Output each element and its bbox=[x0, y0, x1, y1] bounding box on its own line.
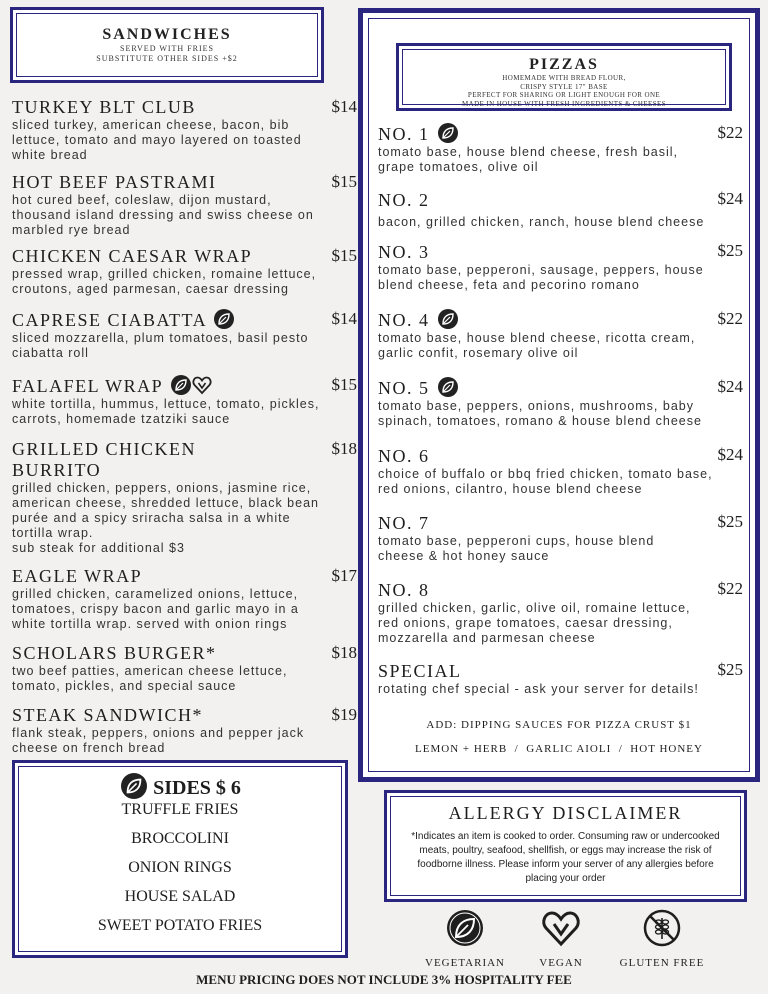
pizza-name: NO. 1 bbox=[378, 124, 430, 144]
pizza-desc: tomato base, peppers, onions, mushrooms, baby spinach, tomatoes, romano & house blend cheese bbox=[378, 399, 702, 428]
sides-box bbox=[12, 760, 348, 958]
pizza-name: NO. 8 bbox=[378, 580, 430, 600]
sandwich-item-grilled-chicken-burrito bbox=[12, 439, 357, 556]
sandwich-price: $14 bbox=[331, 97, 357, 116]
hospitality-fee-note: MENU PRICING DOES NOT INCLUDE 3% HOSPITALITY FEE bbox=[196, 972, 572, 987]
pizza-price: $22 bbox=[717, 123, 743, 142]
pizza-price: $25 bbox=[717, 660, 743, 679]
sandwich-name: GRILLED CHICKEN BURRITO bbox=[12, 439, 196, 480]
wheat-crossed-icon bbox=[642, 908, 682, 948]
sandwich-desc: flank steak, peppers, onions and pepper jack cheese on french bread bbox=[12, 726, 305, 755]
pizza-item-no-6 bbox=[378, 445, 743, 497]
pizza-name: NO. 5 bbox=[378, 378, 430, 398]
allergy-text: *Indicates an item is cooked to order. Consuming raw or undercooked meats, poultry, seafood, shellfish, or eggs may increase the risk of foodborne illness. Please inform your server of any allergies before placing your order bbox=[411, 831, 720, 884]
sandwich-name: SCHOLARS BURGER* bbox=[12, 643, 217, 663]
sandwich-price: $15 bbox=[331, 246, 357, 265]
pizza-item-special bbox=[378, 660, 743, 697]
sandwich-price: $15 bbox=[331, 172, 357, 191]
sandwiches-title: SANDWICHES bbox=[102, 26, 232, 43]
leaf-icon bbox=[445, 908, 485, 948]
pizza-price: $25 bbox=[717, 241, 743, 260]
pizzas-subtitle-3: PERFECT FOR SHARING OR LIGHT ENOUGH FOR ONE bbox=[467, 91, 661, 99]
pizza-item-no-1 bbox=[378, 123, 743, 175]
sandwich-desc: sliced mozzarella, plum tomatoes, basil pesto ciabatta roll bbox=[12, 331, 309, 360]
heart-v-icon bbox=[192, 375, 212, 395]
sandwich-name: HOT BEEF PASTRAMI bbox=[12, 172, 217, 192]
leaf-icon bbox=[438, 377, 458, 397]
pizza-desc: rotating chef special - ask your server for details! bbox=[378, 682, 699, 696]
pizza-item-no-7 bbox=[378, 512, 743, 564]
legend-label: VEGAN bbox=[539, 957, 583, 969]
side-item: SWEET POTATO FRIES bbox=[97, 917, 263, 934]
sandwich-desc: pressed wrap, grilled chicken, romaine lettuce, croutons, aged parmesan, caesar dressing bbox=[12, 267, 317, 296]
pizza-price: $24 bbox=[717, 189, 743, 208]
pizza-panel bbox=[358, 8, 760, 782]
sandwich-item-falafel-wrap bbox=[12, 375, 357, 427]
sandwich-name: FALAFEL WRAP bbox=[12, 376, 163, 396]
legend-vegetarian bbox=[410, 908, 520, 969]
sandwich-item-caprese-ciabatta bbox=[12, 309, 357, 361]
side-item: ONION RINGS bbox=[128, 859, 232, 876]
pizzas-title: PIZZAS bbox=[529, 56, 599, 73]
pizza-item-no-8 bbox=[378, 579, 743, 646]
pizza-price: $22 bbox=[717, 579, 743, 598]
pizza-name-row bbox=[378, 123, 743, 145]
legend-label: GLUTEN FREE bbox=[619, 957, 705, 969]
legend-gluten-free bbox=[607, 908, 717, 969]
sandwich-desc: grilled chicken, caramelized onions, lettuce, tomatoes, crispy bacon and garlic mayo in a white tortilla wrap. served with onion rings bbox=[12, 587, 299, 631]
sandwich-price: $18 bbox=[331, 643, 357, 662]
sandwich-name: TURKEY BLT CLUB bbox=[12, 97, 196, 117]
sandwich-item-scholars-burger bbox=[12, 643, 357, 694]
sandwich-desc: sliced turkey, american cheese, bacon, bib lettuce, tomato and mayo layered on toasted white bread bbox=[12, 118, 302, 162]
pizza-name: NO. 6 bbox=[378, 446, 430, 466]
sandwich-name: STEAK SANDWICH* bbox=[12, 705, 203, 725]
sandwich-price: $14 bbox=[331, 309, 357, 328]
pizza-name-row bbox=[378, 309, 743, 331]
side-item: HOUSE SALAD bbox=[124, 888, 236, 905]
pizzas-header bbox=[396, 43, 732, 111]
pizza-desc: tomato base, pepperoni cups, house blend cheese & hot honey sauce bbox=[378, 534, 655, 563]
pizza-desc: grilled chicken, garlic, olive oil, romaine lettuce, red onions, grape tomatoes, caesar dressing, mozzarella and parmesan cheese bbox=[378, 601, 691, 645]
sides-title-row bbox=[15, 773, 345, 800]
heart-v-icon bbox=[541, 908, 581, 948]
pizza-item-no-4 bbox=[378, 309, 743, 361]
sandwich-name-row bbox=[12, 375, 357, 397]
pizza-name: NO. 4 bbox=[378, 310, 430, 330]
sandwich-price: $19 bbox=[331, 705, 357, 724]
pizza-name: NO. 2 bbox=[378, 190, 430, 210]
allergy-title: ALLERGY DISCLAIMER bbox=[448, 803, 683, 823]
sandwich-price: $15 bbox=[331, 375, 357, 394]
pizza-price: $22 bbox=[717, 309, 743, 328]
pizza-desc: bacon, grilled chicken, ranch, house blend cheese bbox=[378, 215, 705, 229]
leaf-icon bbox=[438, 309, 458, 329]
pizza-price: $25 bbox=[717, 512, 743, 531]
pizza-desc: tomato base, pepperoni, sausage, peppers, house blend cheese, feta and pecorino romano bbox=[378, 263, 704, 292]
pizza-price: $24 bbox=[717, 377, 743, 396]
sandwich-desc: two beef patties, american cheese lettuce, tomato, pickles, and special sauce bbox=[12, 664, 288, 693]
sandwich-item-chicken-caesar-wrap bbox=[12, 246, 357, 297]
pizza-item-no-5 bbox=[378, 377, 743, 429]
legend-label: VEGETARIAN bbox=[425, 957, 505, 969]
sandwich-extra: sub steak for additional $3 bbox=[12, 541, 185, 555]
sandwich-item-eagle-wrap bbox=[12, 566, 357, 632]
sandwich-desc: hot cured beef, coleslaw, dijon mustard, thousand island dressing and swiss cheese on marbled rye bread bbox=[12, 193, 314, 237]
pizza-name: NO. 7 bbox=[378, 513, 430, 533]
pizza-price: $24 bbox=[717, 445, 743, 464]
pizza-desc: choice of buffalo or bbq fried chicken, tomato base, red onions, cilantro, house blend cheese bbox=[378, 467, 713, 496]
sandwich-price: $17 bbox=[331, 566, 357, 585]
pizza-desc: tomato base, house blend cheese, fresh basil, grape tomatoes, olive oil bbox=[378, 145, 679, 174]
sandwich-name: CHICKEN CAESAR WRAP bbox=[12, 246, 253, 266]
pizza-item-no-2 bbox=[378, 189, 743, 230]
sandwiches-subtitle-1: SERVED WITH FRIES bbox=[120, 44, 214, 53]
sandwich-name: CAPRESE CIABATTA bbox=[12, 310, 207, 330]
sides-title: SIDES $ 6 bbox=[153, 777, 241, 799]
pizza-name: SPECIAL bbox=[378, 661, 462, 681]
sandwich-item-hot-beef-pastrami bbox=[12, 172, 357, 238]
legend-vegan bbox=[506, 908, 616, 969]
sandwich-desc: grilled chicken, peppers, onions, jasmine rice, american cheese, shredded lettuce, black bean purée and a spicy sriracha salsa in a white tortilla wrap. bbox=[12, 481, 319, 540]
sandwich-item-steak-sandwich bbox=[12, 705, 357, 756]
sandwiches-header bbox=[10, 7, 324, 83]
sandwich-price: $18 bbox=[331, 439, 357, 458]
pizzas-subtitle-1: HOMEMADE WITH BREAD FLOUR, bbox=[502, 74, 626, 82]
pizza-desc: tomato base, house blend cheese, ricotta cream, garlic confit, rosemary olive oil bbox=[378, 331, 696, 360]
sandwich-item-turkey-blt-club bbox=[12, 97, 357, 163]
pizzas-subtitle-2: CRISPY STYLE 17" BASE bbox=[520, 82, 608, 91]
sandwich-desc: white tortilla, hummus, lettuce, tomato, pickles, carrots, homemade tzatziki sauce bbox=[12, 397, 320, 426]
pizza-name: NO. 3 bbox=[378, 242, 430, 262]
allergy-box bbox=[384, 790, 747, 902]
pizza-sauces: LEMON + HERB / GARLIC AIOLI / HOT HONEY bbox=[415, 743, 703, 755]
pizza-name-row bbox=[378, 377, 743, 399]
pizza-item-no-3 bbox=[378, 241, 743, 293]
leaf-icon bbox=[121, 773, 147, 799]
pizzas-subtitle-4: MADE IN HOUSE WITH FRESH INGREDIENTS & CHEESES bbox=[462, 99, 666, 108]
side-item: TRUFFLE FRIES bbox=[121, 801, 239, 818]
leaf-icon bbox=[438, 123, 458, 143]
sandwich-name: EAGLE WRAP bbox=[12, 566, 143, 586]
leaf-icon bbox=[214, 309, 234, 329]
pizza-addon: ADD: DIPPING SAUCES FOR PIZZA CRUST $1 bbox=[426, 719, 692, 731]
sandwich-name-row bbox=[12, 309, 357, 331]
sandwiches-subtitle-2: SUBSTITUTE OTHER SIDES +$2 bbox=[96, 54, 238, 63]
side-item: BROCCOLINI bbox=[131, 830, 229, 847]
leaf-icon bbox=[171, 375, 191, 395]
